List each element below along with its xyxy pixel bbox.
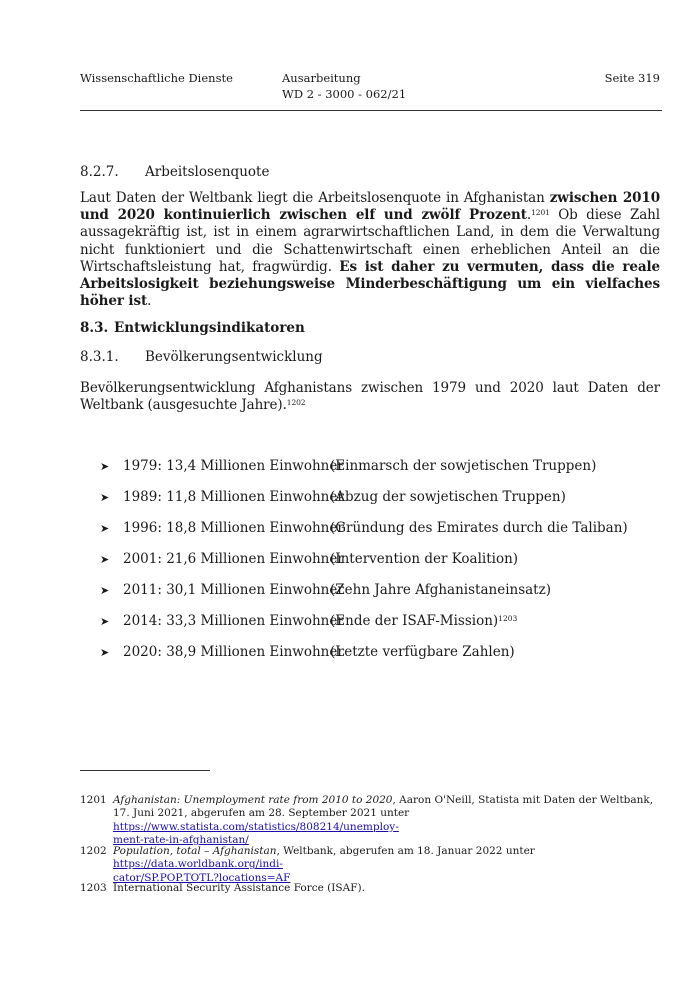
arrowhead-bullet-icon: ➤ <box>100 553 110 566</box>
arrowhead-bullet-icon: ➤ <box>100 491 110 504</box>
footnote-link[interactable]: https://www.statista.com/statistics/808214/unemploy- <box>113 820 399 833</box>
list-item-note: (Letzte verfügbare Zahlen) <box>330 644 515 660</box>
list-item-note: (Einmarsch der sowjetischen Truppen) <box>330 458 597 474</box>
header-document-ref <box>282 70 406 102</box>
text-run: Ob diese Zahl aussagekräftig ist, ist in einem agrarwirtschaftlichen Land, in dem die Verwaltung nicht funktioniert und die Schattenwirtschaft einen erheblichen Anteil an die Wirtschaftsleistung hat, fragwürdig. <box>80 207 660 275</box>
footnote-1202 <box>80 845 660 885</box>
list-item-note: (Intervention der Koalition) <box>330 551 519 567</box>
section-title: Arbeitslosenquote <box>145 164 270 180</box>
list-item-value: 2014: 33,3 Millionen Einwohner <box>123 613 344 629</box>
section-title: Entwicklungsindikatoren <box>114 320 305 336</box>
list-item <box>100 643 628 674</box>
footnote-ref[interactable]: 1202 <box>286 398 306 408</box>
bold-text-run: zwischen 2010 und 2020 kontinuierlich zwischen elf und zwölf Prozent <box>80 190 660 224</box>
text-run: . <box>526 207 532 224</box>
population-list <box>100 457 628 674</box>
footnote-link[interactable]: ment-rate-in-afghanistan/ <box>113 834 249 847</box>
header-divider <box>80 110 662 111</box>
list-item-value: 2011: 30,1 Millionen Einwohner <box>123 582 344 598</box>
section-number: 8.3. <box>80 320 109 336</box>
list-item-note: (Gründung des Emirates durch die Taliban) <box>330 520 628 536</box>
bold-text-run: Es ist daher zu vermuten, dass die reale Arbeitslosigkeit beziehungsweise Minderbeschäftigung um ein vielfaches höher ist <box>80 258 660 310</box>
list-item-value: 2001: 21,6 Millionen Einwohner <box>123 551 344 567</box>
arrowhead-bullet-icon: ➤ <box>100 460 110 473</box>
list-item-value: 1979: 13,4 Millionen Einwohner <box>123 458 344 474</box>
section-heading-8-3 <box>80 319 305 337</box>
list-item <box>100 519 628 550</box>
list-item <box>100 550 628 581</box>
list-item <box>100 581 628 612</box>
footnote-ref[interactable]: 1201 <box>531 208 550 218</box>
footnote-body <box>113 794 660 848</box>
footnote-link[interactable]: cator/SP.POP.TOTL?locations=AF <box>113 871 291 884</box>
header-page-number: Seite 319 <box>604 71 660 85</box>
list-item-note: (Ende der ISAF-Mission) <box>330 613 499 629</box>
footnote-number: 1203 <box>80 882 107 894</box>
paragraph-population-intro <box>80 380 660 414</box>
list-item-note: (Abzug der sowjetischen Truppen) <box>330 489 566 505</box>
footnote-body: International Security Assistance Force (ISAF). <box>113 882 365 894</box>
footnote-divider <box>80 770 210 771</box>
arrowhead-bullet-icon: ➤ <box>100 584 110 597</box>
list-item <box>100 457 628 488</box>
text-run: Laut Daten der Weltbank liegt die Arbeitslosenquote in Afghanistan <box>80 190 550 206</box>
list-item-value: 1989: 11,8 Millionen Einwohner <box>123 489 344 505</box>
footnote-number: 1201 <box>80 794 107 806</box>
section-number: 8.2.7. <box>80 164 119 180</box>
footnote-link[interactable]: https://data.worldbank.org/indi- <box>113 858 283 871</box>
section-title: Bevölkerungsentwicklung <box>145 349 323 365</box>
list-item-note: (Zehn Jahre Afghanistaneinsatz) <box>330 582 551 598</box>
header-institution: Wissenschaftliche Dienste <box>80 71 233 85</box>
footnote-text: , Aaron O'Neill, Statista mit Daten der Weltbank, 17. Juni 2021, abgerufen am 28. September 2021 unter <box>113 794 654 820</box>
arrowhead-bullet-icon: ➤ <box>100 522 110 535</box>
footnote-1203 <box>80 882 660 895</box>
footnote-title: Population, total – Afghanistan <box>113 845 277 857</box>
header-doc-number: WD 2 - 3000 - 062/21 <box>282 87 407 101</box>
arrowhead-bullet-icon: ➤ <box>100 646 110 659</box>
list-item <box>100 488 628 519</box>
section-heading-8-3-1 <box>80 348 323 366</box>
text-run: . <box>147 293 152 310</box>
paragraph-unemployment <box>80 190 660 310</box>
list-item <box>100 612 628 643</box>
footnote-1201 <box>80 794 660 848</box>
list-item-value: 2020: 38,9 Millionen Einwohner <box>123 644 344 660</box>
footnote-ref[interactable]: 1203 <box>498 614 518 623</box>
text-run: Bevölkerungsentwicklung Afghanistans zwischen 1979 und 2020 laut Daten der Weltbank (ausgesuchte Jahre). <box>80 380 660 414</box>
header-doc-type: Ausarbeitung <box>282 71 361 85</box>
list-item-value: 1996: 18,8 Millionen Einwohner <box>123 520 344 536</box>
footnote-number: 1202 <box>80 845 107 857</box>
arrowhead-bullet-icon: ➤ <box>100 615 110 628</box>
section-heading-8-2-7 <box>80 163 269 181</box>
footnote-text: , Weltbank, abgerufen am 18. Januar 2022 unter <box>276 845 535 857</box>
section-number: 8.3.1. <box>80 349 119 365</box>
footnote-title: Afghanistan: Unemployment rate from 2010 to 2020 <box>113 794 393 806</box>
footnote-body <box>113 845 660 885</box>
